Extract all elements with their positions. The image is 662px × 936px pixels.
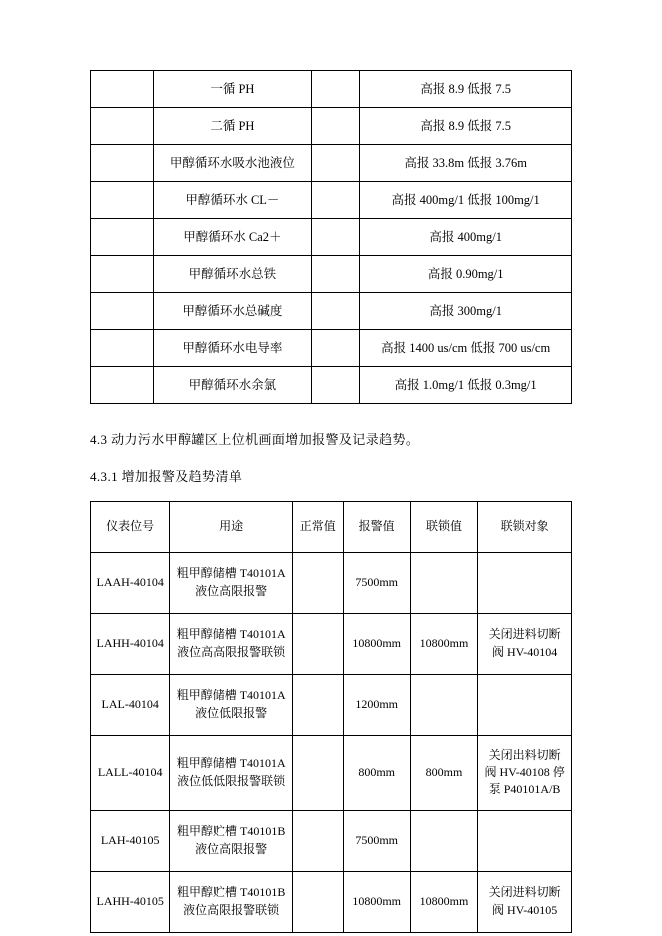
table-row <box>91 871 572 932</box>
alarm-row-description: 二循 PH <box>153 108 312 145</box>
table-row <box>91 367 572 404</box>
table-row <box>91 552 572 613</box>
column-header-interlock-target: 联锁对象 <box>478 501 572 552</box>
row-alarm-value: 7500mm <box>343 810 410 871</box>
row-use: 粗甲醇贮槽 T40101B 液位高限报警 <box>170 810 293 871</box>
alarm-row-tag <box>91 367 154 404</box>
alarm-row-tag <box>91 108 154 145</box>
row-use: 粗甲醇储槽 T40101A 液位高高限报警联锁 <box>170 613 293 674</box>
table-row <box>91 735 572 810</box>
alarm-row-normal <box>312 293 360 330</box>
table-row <box>91 219 572 256</box>
row-interlock-value <box>410 810 477 871</box>
section-4-3-1-paragraph: 4.3.1 增加报警及趋势清单 <box>90 469 243 485</box>
row-interlock-value <box>410 552 477 613</box>
table-row <box>91 71 572 108</box>
alarm-row-value: 高报 8.9 低报 7.5 <box>360 71 572 108</box>
alarm-row-description: 一循 PH <box>153 71 312 108</box>
row-interlock-value <box>410 674 477 735</box>
alarm-trend-list-table <box>90 501 572 933</box>
table-row <box>91 810 572 871</box>
row-use: 粗甲醇贮槽 T40101B 液位高限报警联锁 <box>170 871 293 932</box>
row-interlock-target <box>478 810 572 871</box>
row-normal-value <box>293 871 344 932</box>
alarm-row-value: 高报 0.90mg/1 <box>360 256 572 293</box>
row-interlock-value: 800mm <box>410 735 477 810</box>
table-row <box>91 293 572 330</box>
alarm-row-tag <box>91 71 154 108</box>
alarm-row-normal <box>312 219 360 256</box>
row-alarm-value: 1200mm <box>343 674 410 735</box>
alarm-row-normal <box>312 330 360 367</box>
row-interlock-target: 关闭进料切断 阀 HV-40104 <box>478 613 572 674</box>
alarm-row-description: 甲醇循环水 Ca2＋ <box>153 219 312 256</box>
row-interlock-target <box>478 552 572 613</box>
alarm-row-normal <box>312 182 360 219</box>
row-normal-value <box>293 810 344 871</box>
row-normal-value <box>293 613 344 674</box>
alarm-row-description: 甲醇循环水电导率 <box>153 330 312 367</box>
alarm-row-value: 高报 1.0mg/1 低报 0.3mg/1 <box>360 367 572 404</box>
section-4-3-paragraph: 4.3 动力污水甲醇罐区上位机画面增加报警及记录趋势。 <box>90 432 420 447</box>
row-interlock-value: 10800mm <box>410 871 477 932</box>
table-row <box>91 108 572 145</box>
alarm-row-value: 高报 8.9 低报 7.5 <box>360 108 572 145</box>
row-use: 粗甲醇储槽 T40101A 液位低低限报警联锁 <box>170 735 293 810</box>
alarm-row-value: 高报 300mg/1 <box>360 293 572 330</box>
column-header-tag: 仪表位号 <box>91 501 170 552</box>
row-instrument-tag: LALL-40104 <box>91 735 170 810</box>
circulating-water-alarm-table <box>90 70 572 404</box>
row-normal-value <box>293 674 344 735</box>
row-instrument-tag: LAHH-40105 <box>91 871 170 932</box>
alarm-row-value: 高报 400mg/1 <box>360 219 572 256</box>
alarm-row-normal <box>312 367 360 404</box>
row-alarm-value: 7500mm <box>343 552 410 613</box>
column-header-alarm-value: 报警值 <box>343 501 410 552</box>
row-use: 粗甲醇储槽 T40101A 液位低限报警 <box>170 674 293 735</box>
alarm-row-normal <box>312 256 360 293</box>
alarm-row-tag <box>91 145 154 182</box>
alarm-row-value: 高报 33.8m 低报 3.76m <box>360 145 572 182</box>
alarm-row-description: 甲醇循环水 CL－ <box>153 182 312 219</box>
alarm-row-normal <box>312 145 360 182</box>
column-header-use: 用途 <box>170 501 293 552</box>
alarm-row-tag <box>91 256 154 293</box>
row-instrument-tag: LAL-40104 <box>91 674 170 735</box>
alarm-row-value: 高报 400mg/1 低报 100mg/1 <box>360 182 572 219</box>
table-row <box>91 330 572 367</box>
alarm-row-normal <box>312 71 360 108</box>
row-alarm-value: 10800mm <box>343 613 410 674</box>
table-row <box>91 674 572 735</box>
row-interlock-target: 关闭出料切断 阀 HV-40108 停 泵 P40101A/B <box>478 735 572 810</box>
row-instrument-tag: LAH-40105 <box>91 810 170 871</box>
row-interlock-target <box>478 674 572 735</box>
row-normal-value <box>293 552 344 613</box>
alarm-row-value: 高报 1400 us/cm 低报 700 us/cm <box>360 330 572 367</box>
column-header-normal-value: 正常值 <box>293 501 344 552</box>
alarm-row-tag <box>91 182 154 219</box>
row-instrument-tag: LAHH-40104 <box>91 613 170 674</box>
table-row <box>91 613 572 674</box>
table-header-row <box>91 501 572 552</box>
row-alarm-value: 10800mm <box>343 871 410 932</box>
table-row <box>91 182 572 219</box>
alarm-row-tag <box>91 330 154 367</box>
alarm-row-description: 甲醇循环水总铁 <box>153 256 312 293</box>
row-alarm-value: 800mm <box>343 735 410 810</box>
table-row <box>91 145 572 182</box>
alarm-row-description: 甲醇循环水余氯 <box>153 367 312 404</box>
table-row <box>91 256 572 293</box>
alarm-row-description: 甲醇循环水吸水池液位 <box>153 145 312 182</box>
alarm-row-tag <box>91 293 154 330</box>
alarm-row-normal <box>312 108 360 145</box>
column-header-interlock-value: 联锁值 <box>410 501 477 552</box>
alarm-row-description: 甲醇循环水总碱度 <box>153 293 312 330</box>
row-interlock-target: 关闭进料切断 阀 HV-40105 <box>478 871 572 932</box>
row-normal-value <box>293 735 344 810</box>
row-use: 粗甲醇储槽 T40101A 液位高限报警 <box>170 552 293 613</box>
row-interlock-value: 10800mm <box>410 613 477 674</box>
row-instrument-tag: LAAH-40104 <box>91 552 170 613</box>
alarm-row-tag <box>91 219 154 256</box>
